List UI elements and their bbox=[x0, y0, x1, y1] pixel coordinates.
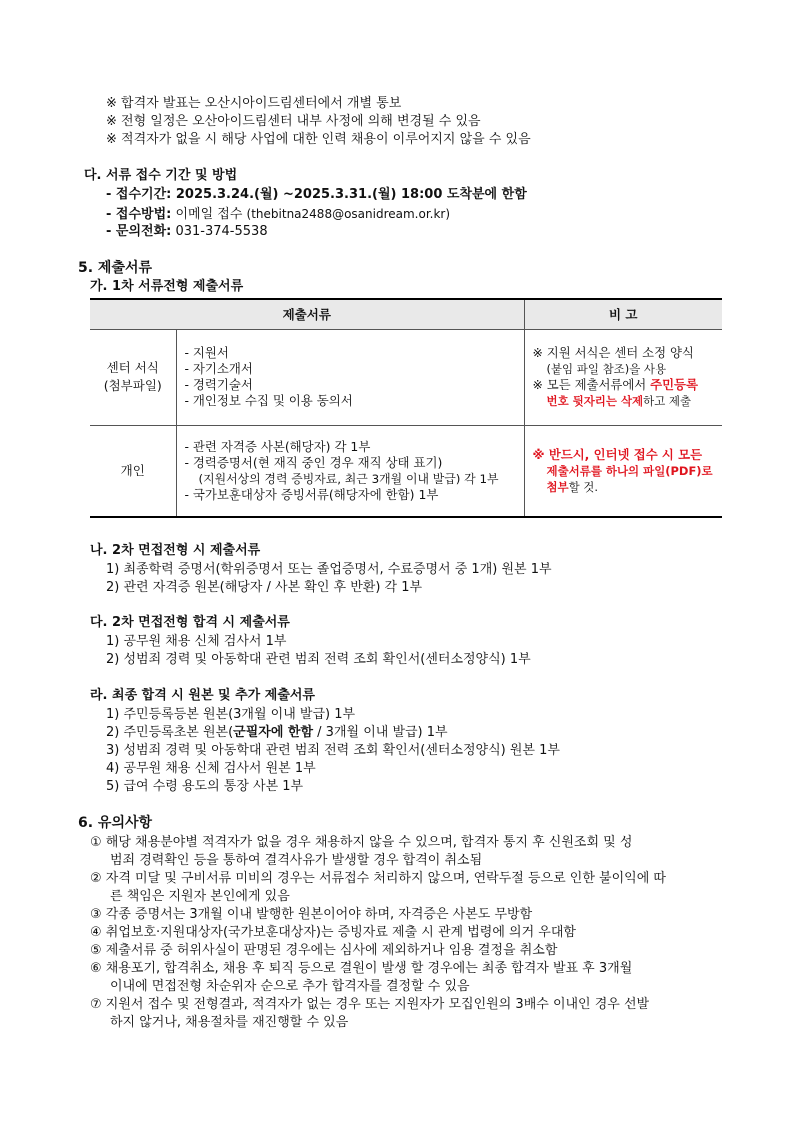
row1-note-line2: (붙임 파일 참조)을 사용 bbox=[546, 362, 667, 376]
row1-doc-item: - 지원서 bbox=[184, 345, 229, 360]
row2-doc-item: - 국가보훈대상자 증빙서류(해당자에 한함) 1부 bbox=[184, 486, 439, 502]
row1-note bbox=[524, 329, 722, 425]
submission-docs-table bbox=[90, 298, 722, 518]
note-no-qualified: ※ 적격자가 없을 시 해당 사업에 대한 인력 채용이 이루어지지 않을 수 있음 bbox=[106, 132, 531, 147]
row1-note-line4-text: 하고 제출 bbox=[643, 394, 692, 408]
row2-category: 개인 bbox=[90, 425, 176, 517]
row1-category-line1: 센터 서식 bbox=[106, 360, 159, 375]
table-header-note: 비 고 bbox=[524, 299, 722, 329]
section-ra-item: 5) 급여 수령 용도의 통장 사본 1부 bbox=[106, 779, 304, 794]
row2-docs bbox=[176, 425, 524, 517]
row1-doc-item: - 개인정보 수집 및 이용 동의서 bbox=[184, 393, 353, 408]
section-ra-item bbox=[106, 724, 448, 742]
section-ra-item2-bold: 군필자에 한함 bbox=[233, 725, 314, 740]
note-schedule-change: ※ 전형 일정은 오산아이드림센터 내부 사정에 의해 변경될 수 있음 bbox=[106, 114, 481, 129]
caution-item-cont: 이내에 면접전형 차순위자 순으로 추가 합격자를 결정할 수 있음 bbox=[110, 979, 470, 994]
section-ra-title: 라. 최종 합격 시 원본 및 추가 제출서류 bbox=[90, 688, 315, 703]
row1-note-line3-text: ※ 모든 제출서류에서 bbox=[532, 378, 651, 392]
section-da2-item: 2) 성범죄 경력 및 아동학대 관련 범죄 전력 조회 확인서(센터소정양식) 1부 bbox=[106, 652, 531, 667]
row2-note-line2: 제출서류를 하나의 파일(PDF)로 bbox=[546, 463, 713, 478]
caution-item-cont: 른 책임은 지원자 본인에게 있음 bbox=[110, 889, 290, 904]
caution-item: ④ 취업보호·지원대상자(국가보훈대상자)는 증빙자료 제출 시 관계 법령에 의거 우대함 bbox=[90, 925, 576, 940]
section-ra-item: 1) 주민등록등본 원본(3개월 이내 발급) 1부 bbox=[106, 707, 356, 722]
receipt-period bbox=[106, 186, 527, 204]
caution-item-cont: 범죄 경력확인 등을 통하여 결격사유가 발생할 경우 합격이 취소됨 bbox=[110, 853, 483, 868]
receipt-period-value: 2025.3.24.(월) ~2025.3.31.(월) 18:00 도착분에 한함 bbox=[171, 187, 527, 202]
section-da-title: 다. 서류 접수 기간 및 방법 bbox=[84, 168, 238, 183]
receipt-method-label: - 접수방법: bbox=[106, 207, 172, 222]
receipt-method bbox=[106, 205, 450, 224]
table-header-row bbox=[90, 299, 722, 329]
row1-category bbox=[90, 329, 176, 425]
receipt-email-link[interactable]: (thebitna2488@osanidream.or.kr) bbox=[246, 207, 451, 221]
receipt-method-value: 이메일 접수 bbox=[171, 207, 247, 222]
inquiry-phone bbox=[106, 223, 268, 241]
section-ra-item: 3) 성범죄 경력 및 아동학대 관련 범죄 전력 조회 확인서(센터소정양식) 원본 1부 bbox=[106, 743, 560, 758]
row1-doc-item: - 경력기술서 bbox=[184, 377, 253, 392]
row1-doc-item: - 자기소개서 bbox=[184, 361, 253, 376]
row2-doc-item: - 경력증명서(현 재직 중인 경우 재직 상태 표기) bbox=[184, 454, 443, 470]
receipt-period-label: - 접수기간: bbox=[106, 187, 172, 202]
section-da2-item: 1) 공무원 채용 신체 검사서 1부 bbox=[106, 634, 287, 649]
caution-item: ③ 각종 증명서는 3개월 이내 발행한 원본이어야 하며, 자격증은 사본도 무방함 bbox=[90, 907, 533, 922]
caution-item: ② 자격 미달 및 구비서류 미비의 경우는 서류접수 처리하지 않으며, 연락두절 등으로 인한 불이익에 따 bbox=[90, 871, 666, 886]
row2-doc-item: - 관련 자격증 사본(해당자) 각 1부 bbox=[184, 438, 371, 454]
row1-note-line3-red: 주민등록 bbox=[650, 378, 698, 392]
section-da2-title: 다. 2차 면접전형 합격 시 제출서류 bbox=[90, 615, 290, 630]
row2-note-line1: ※ 반드시, 인터넷 접수 시 모든 bbox=[532, 447, 703, 462]
row2-doc-item: (지원서상의 경력 증빙자료, 최근 3개월 이내 발급) 각 1부 bbox=[198, 471, 499, 486]
row2-note-line3 bbox=[533, 479, 723, 495]
row1-docs bbox=[176, 329, 524, 425]
caution-item: ⑥ 채용포기, 합격취소, 채용 후 퇴직 등으로 결원이 발생 할 경우에는 최종 합격자 발표 후 3개월 bbox=[90, 961, 633, 976]
section-ra-item2-text-end: / 3개월 이내 발급) 1부 bbox=[313, 725, 448, 740]
note-announcement: ※ 합격자 발표는 오산시아이드림센터에서 개별 통보 bbox=[106, 96, 402, 111]
section-ra-item2-text: 2) 주민등록초본 원본( bbox=[106, 725, 234, 740]
section5-sub-ga: 가. 1차 서류전형 제출서류 bbox=[90, 279, 244, 294]
section5-title: 5. 제출서류 bbox=[78, 260, 153, 276]
section-na-item: 2) 관련 자격증 원본(해당자 / 사본 확인 후 반환) 각 1부 bbox=[106, 580, 423, 595]
table-header-docs: 제출서류 bbox=[90, 299, 524, 329]
section6-title: 6. 유의사항 bbox=[78, 815, 153, 831]
row1-note-line4-red: 번호 뒷자리는 삭제 bbox=[546, 394, 644, 408]
table-row bbox=[90, 425, 722, 517]
inquiry-phone-label: - 문의전화: bbox=[106, 224, 172, 239]
section-na-title: 나. 2차 면접전형 시 제출서류 bbox=[90, 543, 261, 558]
row2-note bbox=[524, 425, 722, 517]
section-na-item: 1) 최종학력 증명서(학위증명서 또는 졸업증명서, 수료증명서 중 1개) 원본 1부 bbox=[106, 562, 552, 577]
caution-item: ① 해당 채용분야별 적격자가 없을 경우 채용하지 않을 수 있으며, 합격자 통지 후 신원조회 및 성 bbox=[90, 835, 633, 850]
caution-item: ⑦ 지원서 접수 및 전형결과, 적격자가 없는 경우 또는 지원자가 모집인원의 3배수 이내인 경우 선발 bbox=[90, 997, 650, 1012]
row1-note-line3 bbox=[533, 377, 723, 393]
inquiry-phone-value: 031-374-5538 bbox=[171, 224, 268, 239]
caution-item: ⑤ 제출서류 중 허위사실이 판명된 경우에는 심사에 제외하거나 임용 결정을 취소함 bbox=[90, 943, 558, 958]
table-row bbox=[90, 329, 722, 425]
section-ra-item: 4) 공무원 채용 신체 검사서 원본 1부 bbox=[106, 761, 316, 776]
caution-item-cont: 하지 않거나, 채용절차를 재진행할 수 있음 bbox=[110, 1015, 349, 1030]
row2-note-line3-red: 첨부 bbox=[546, 479, 569, 494]
row1-note-line1: ※ 지원 서식은 센터 소정 양식 bbox=[532, 346, 694, 360]
row2-note-line3-text: 할 것. bbox=[568, 479, 598, 494]
row1-note-line4 bbox=[533, 393, 723, 409]
row1-category-line2: (첨부파일) bbox=[103, 378, 162, 393]
